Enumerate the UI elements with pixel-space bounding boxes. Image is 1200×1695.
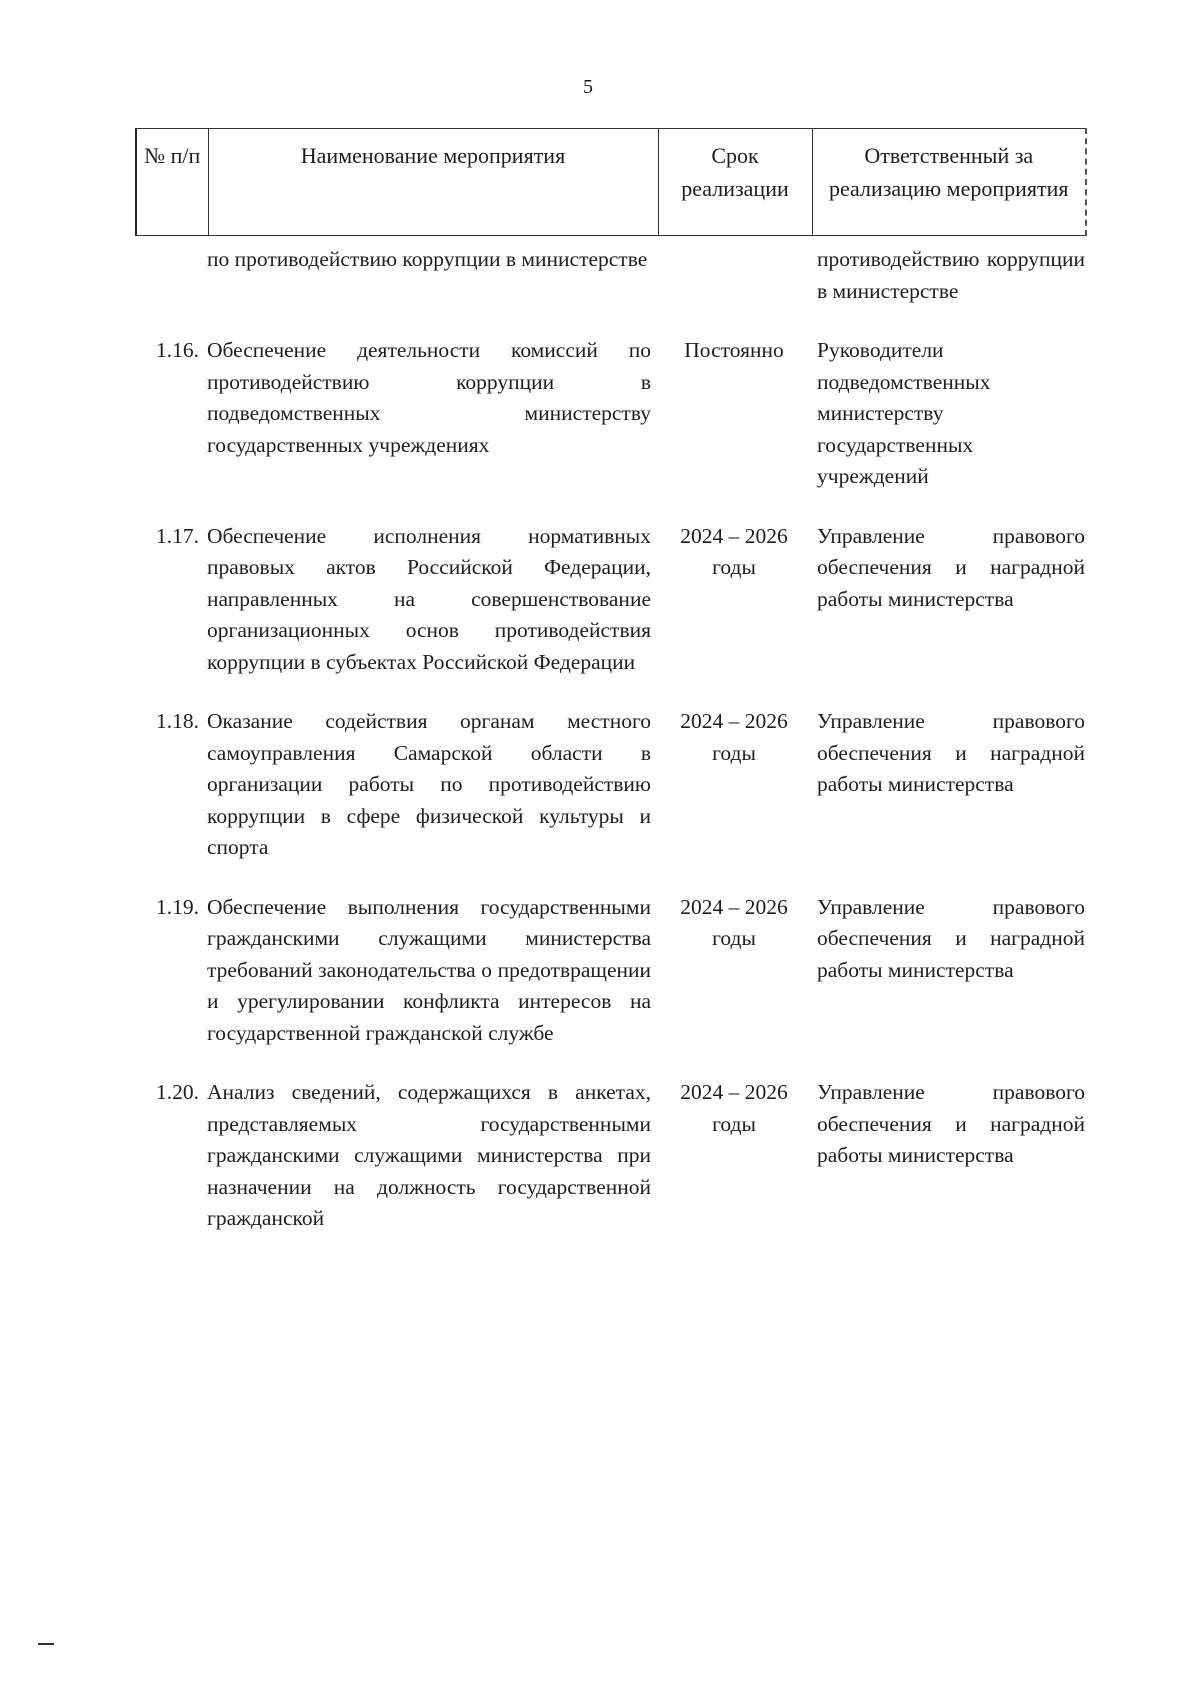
plan-table xyxy=(135,128,1085,1235)
row-num: 1.18. xyxy=(156,709,199,733)
row-name: Анализ сведений, содержащихся в анкетах, представляемых государственными гражданскими служащими министерства при назначении на должность государственной гражданской xyxy=(207,1080,651,1230)
table-body xyxy=(135,244,1085,1235)
header-term: Срок реализации xyxy=(658,129,812,236)
row-name: Обеспечение деятельности комиссий по противодействию коррупции в подведомственных министерству государственных учреждениях xyxy=(207,338,651,457)
header-name: Наименование мероприятия xyxy=(208,129,658,236)
row-responsible: Руководители подведомственных министерству государственных учреждений xyxy=(817,338,991,488)
row-responsible: противодействию коррупции в министерстве xyxy=(817,247,1085,303)
row-num: 1.20. xyxy=(156,1080,199,1104)
row-name: Оказание содействия органам местного самоуправления Самарской области в организации работы по противодействию коррупции в сфере физической культуры и спорта xyxy=(207,709,651,859)
scan-margin-mark xyxy=(38,1643,54,1645)
table-row xyxy=(135,706,1085,864)
table-row xyxy=(135,892,1085,1050)
table-header xyxy=(135,128,1087,236)
row-responsible: Управление правового обеспечения и наградной работы министерства xyxy=(817,1080,1085,1167)
table-row xyxy=(135,244,1085,307)
row-name: Обеспечение выполнения государственными гражданскими служащими министерства требований законодательства о предотвращении и урегулировании конфликта интересов на государственной гражданской службе xyxy=(207,894,651,1045)
header-num: № п/п xyxy=(136,129,208,236)
row-term xyxy=(657,244,811,307)
header-row xyxy=(136,129,1086,236)
page-number: 5 xyxy=(583,76,593,98)
row-term: 2024 – 2026 годы xyxy=(680,894,788,950)
row-name: по противодействию коррупции в министерстве xyxy=(207,247,648,271)
row-term: 2024 – 2026 годы xyxy=(680,709,788,765)
row-term: 2024 – 2026 годы xyxy=(680,523,788,579)
row-num: 1.16. xyxy=(156,338,199,362)
row-term: 2024 – 2026 годы xyxy=(680,1080,788,1136)
row-responsible: Управление правового обеспечения и наградной работы министерства xyxy=(817,894,1085,982)
row-num xyxy=(135,244,207,307)
table-row xyxy=(135,335,1085,493)
header-responsible: Ответственный за реализацию мероприятия xyxy=(812,129,1086,236)
row-num: 1.19. xyxy=(156,894,199,919)
table-row xyxy=(135,521,1085,679)
table-row xyxy=(135,1077,1085,1235)
row-name: Обеспечение исполнения нормативных правовых актов Российской Федерации, направленных на совершенствование организационных основ противодействия коррупции в субъектах Российской Федерации xyxy=(207,523,651,674)
row-term: Постоянно xyxy=(684,338,784,362)
row-responsible: Управление правового обеспечения и наградной работы министерства xyxy=(817,709,1085,796)
row-num: 1.17. xyxy=(156,523,199,548)
row-responsible: Управление правового обеспечения и наградной работы министерства xyxy=(817,523,1085,611)
